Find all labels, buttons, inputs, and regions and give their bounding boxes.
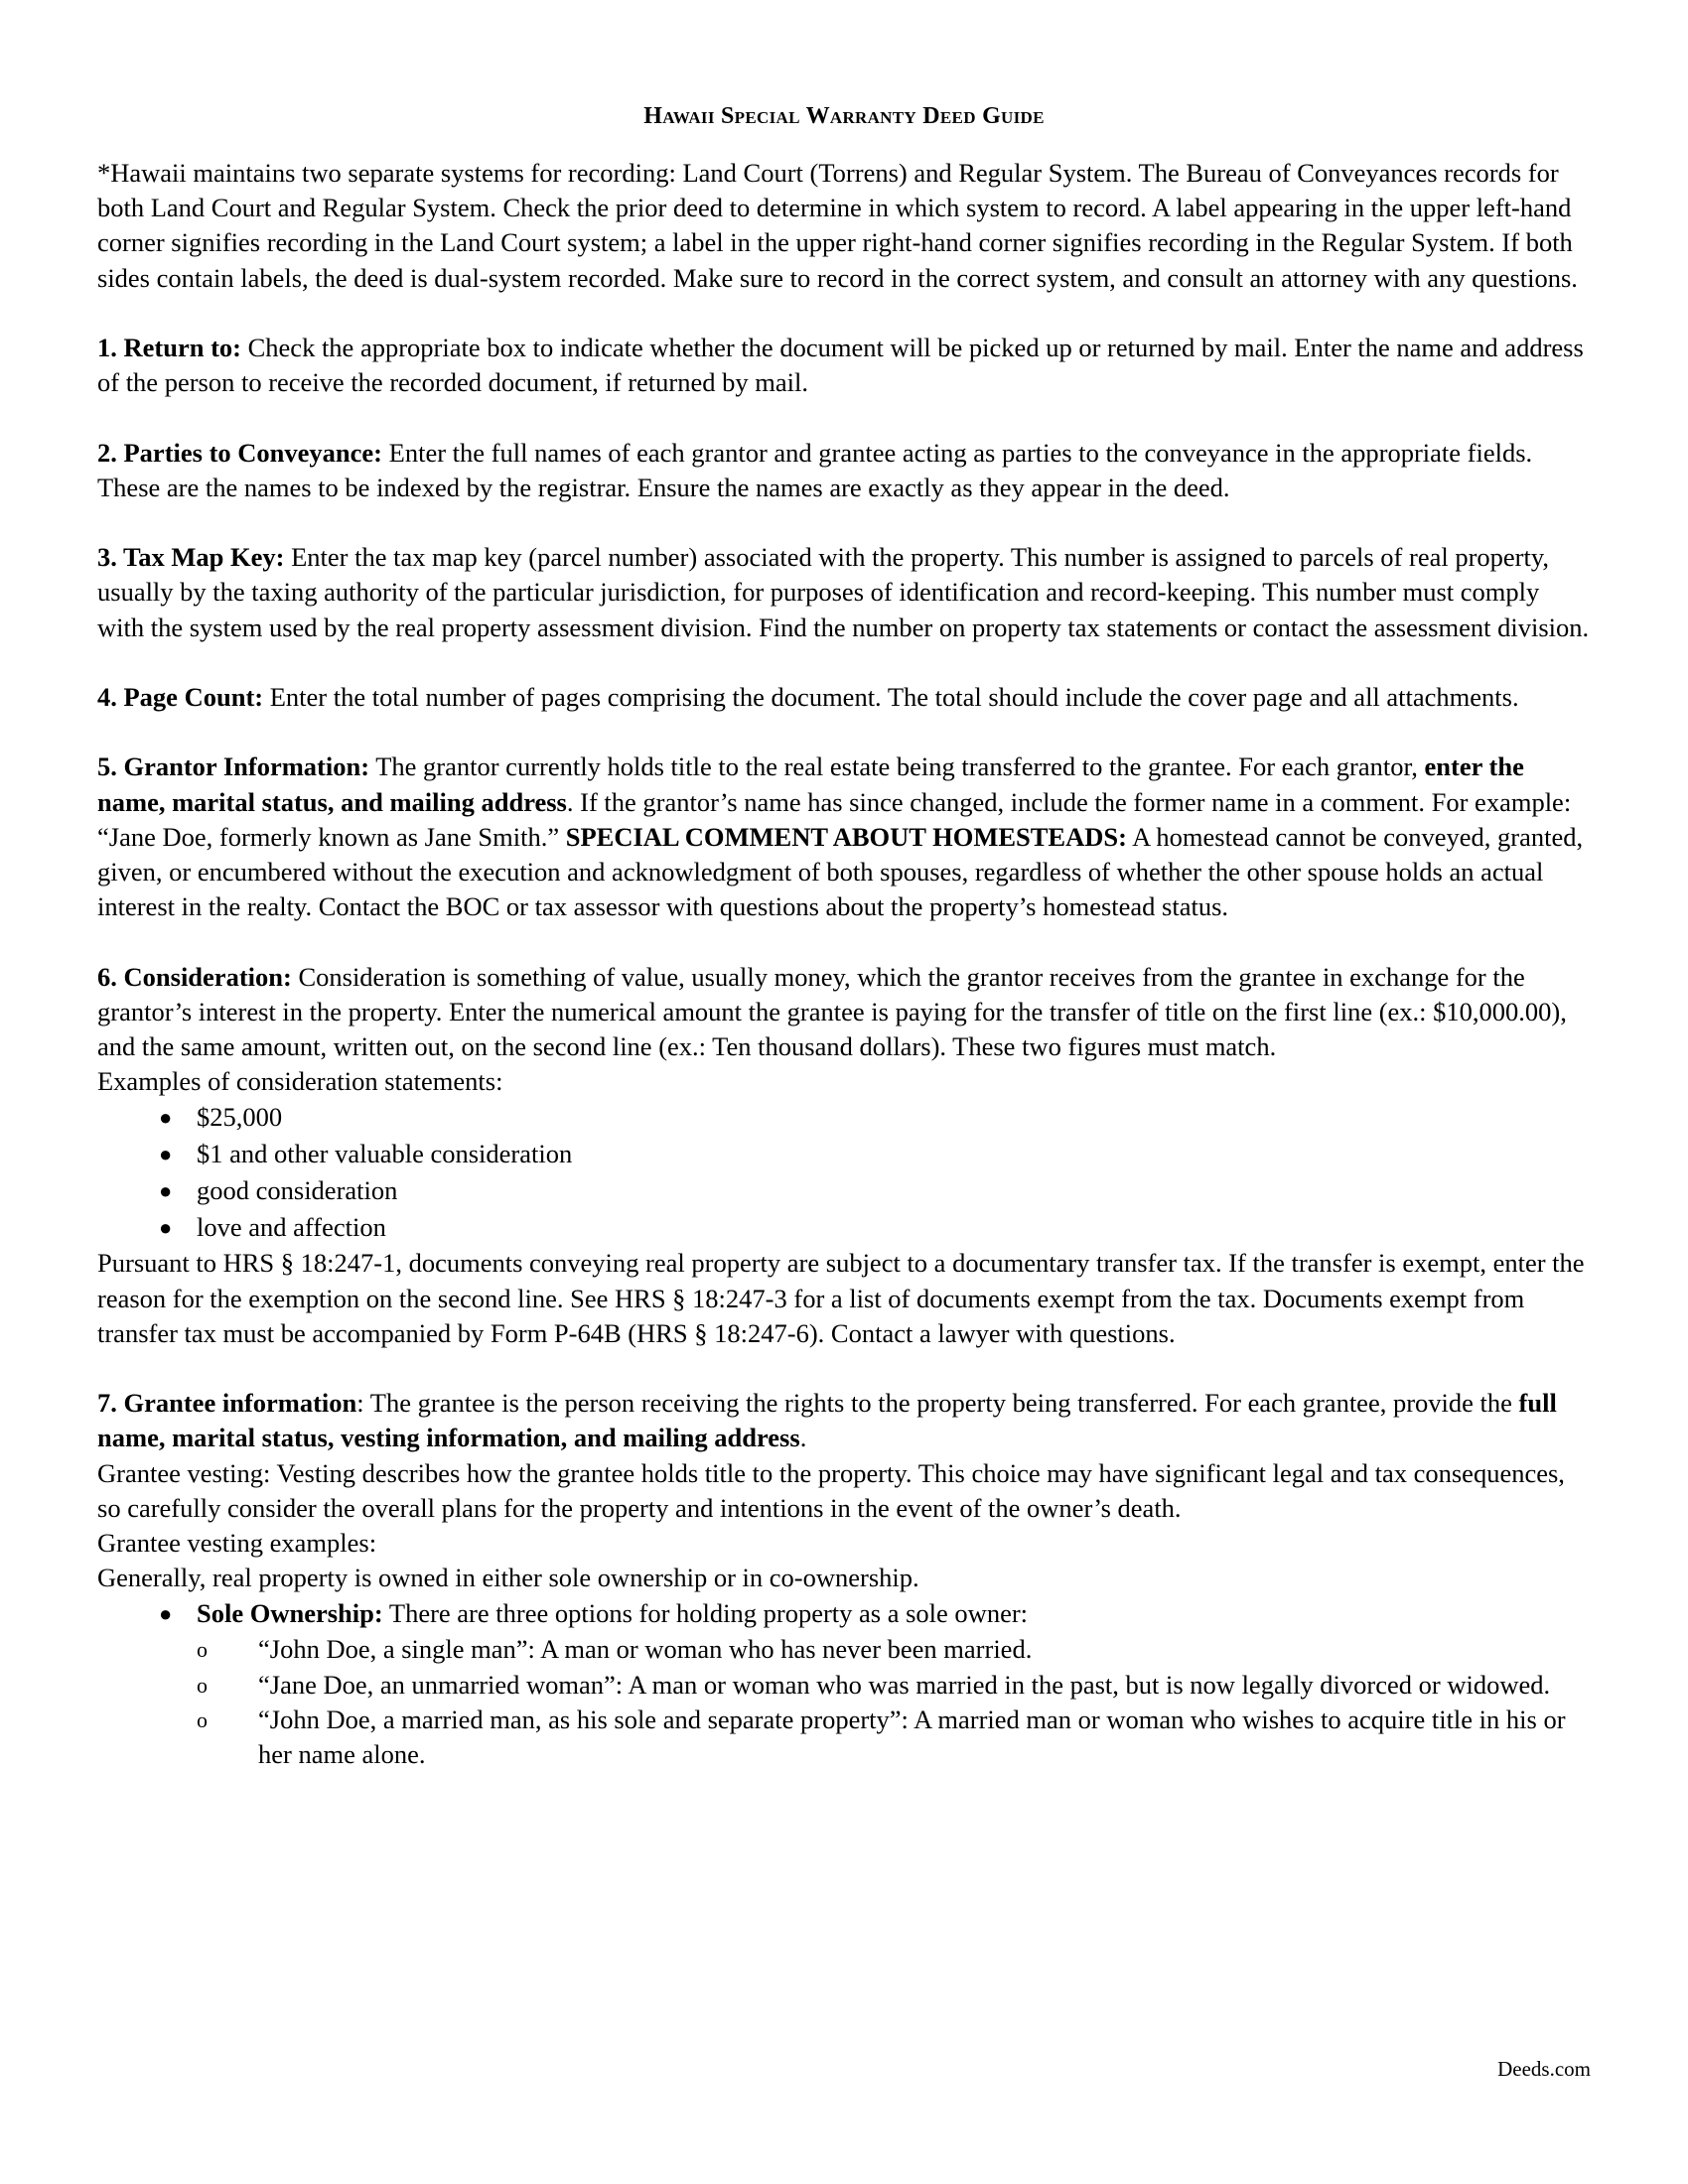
document-page: [97, 99, 1591, 1772]
ownership-paragraph: Generally, real property is owned in either sole ownership or in co-ownership.: [97, 1563, 919, 1593]
bullet-icon: ●: [159, 1142, 173, 1167]
bullet-icon: ●: [159, 1215, 173, 1241]
section-heading: 6. Consideration:: [97, 961, 292, 992]
bullet-icon: ●: [159, 1601, 173, 1627]
section-grantor-information: [97, 750, 1591, 924]
section-text: Check the appropriate box to indicate whether the document will be picked up or returned by mail. Enter the name and address of the person to receive the recorded document, if returned by mail.: [97, 333, 1584, 398]
section-text: Enter the full names of each grantor and grantee acting as parties to the conveyance in the appropriate fields. These are the names to be indexed by the registrar. Ensure the names are exactly as they appear in the deed.: [97, 437, 1533, 502]
homestead-comment-label: SPECIAL COMMENT ABOUT HOMESTEADS:: [565, 821, 1127, 852]
circle-bullet-icon: o: [197, 1637, 208, 1663]
section-emphasis: enter the name, marital status, and mailing address: [97, 751, 1524, 817]
list-item: ● $25,000: [159, 1099, 1591, 1136]
consideration-examples-label: Examples of consideration statements:: [97, 1066, 503, 1097]
transfer-tax-paragraph: Pursuant to HRS § 18:247-1, documents conveying real property are subject to a documentary transfer tax. If the transfer is exempt, enter the reason for the exemption on the second line. See HRS § 18:247-3 for a list of documents exempt from the tax. Documents exempt from transfer tax must be accompanied by Form P-64B (HRS § 18:247-6). Contact a lawyer with questions.: [97, 1248, 1585, 1348]
section-text: Enter the total number of pages comprising the document. The total should include the cover page and all attachments.: [263, 681, 1519, 712]
section-text: Enter the tax map key (parcel number) associated with the property. This number is assigned to parcels of real property, usually by the taxing authority of the particular jurisdiction, for purposes of identification and record-keeping. This number must comply with the system used by the real property assessment division. Find the number on property tax statements or contact the assessment division.: [97, 542, 1590, 642]
page-title: Hawaii Special Warranty Deed Guide: [643, 103, 1045, 129]
section-text: . If the grantor’s name has since changed, include the former name in a comment. For example: “Jane Doe, formerly known as Jane Smith.”: [97, 786, 1572, 852]
section-emphasis: full name, marital status, vesting information, and mailing address: [97, 1388, 1557, 1453]
section-tax-map-key: [97, 540, 1591, 645]
list-item: ● $1 and other valuable consideration: [159, 1136, 1591, 1172]
grantee-vesting-examples-label: Grantee vesting examples:: [97, 1528, 377, 1558]
section-text: .: [799, 1423, 807, 1453]
list-item: o “John Doe, a married man, as his sole and separate property”: A married man or woman who wishes to acquire title in his or her name alone.: [197, 1704, 1566, 1770]
section-heading: 5. Grantor Information:: [97, 751, 370, 782]
list-item: ● love and affection: [159, 1209, 1591, 1246]
grantee-vesting-paragraph: Grantee vesting: Vesting describes how the grantee holds title to the property. This choice may have significant legal and tax consequences, so carefully consider the overall plans for the property and intentions in the event of the owner’s death.: [97, 1457, 1565, 1523]
section-text: Consideration is something of value, usually money, which the grantor receives from the grantee in exchange for the grantor’s interest in the property. Enter the numerical amount the grantee is paying for the transfer of title on the first line (ex.: $10,000.00), and the same amount, written out, on the second line (ex.: Ten thousand dollars). These two figures must match.: [97, 961, 1567, 1061]
section-page-count: [97, 680, 1591, 715]
section-text: A homestead cannot be conveyed, granted, given, or encumbered without the execution and acknowledgment of both spouses, regardless of whether the other spouse holds an actual interest in the realty. Contact the BOC or tax assessor with questions about the property’s homestead status.: [97, 821, 1584, 922]
list-item: ● Sole Ownership: There are three options for holding property as a sole owner:: [159, 1595, 1591, 1632]
intro-paragraph: *Hawaii maintains two separate systems for recording: Land Court (Torrens) and Regular System. The Bureau of Conveyances records for both Land Court and Regular System. Check the prior deed to determine in which system to record. A label appearing in the upper left-hand corner signifies recording in the Land Court system; a label in the upper right-hand corner signifies recording in the Regular System. If both sides contain labels, the deed is dual-system recorded. Make sure to record in the correct system, and consult an attorney with any questions.: [97, 158, 1578, 293]
section-text: : The grantee is the person receiving the rights to the property being transferred. For each grantee, provide the: [356, 1388, 1519, 1419]
section-parties: [97, 436, 1591, 505]
bullet-icon: ●: [159, 1178, 173, 1204]
sole-ownership-heading: Sole Ownership:: [197, 1598, 383, 1629]
section-heading: 1. Return to:: [97, 333, 241, 362]
list-item: o “John Doe, a single man”: A man or woman who has never been married.: [197, 1632, 1591, 1667]
section-heading: 3. Tax Map Key:: [97, 542, 285, 573]
section-return-to: [97, 331, 1591, 400]
section-consideration: [97, 960, 1591, 1065]
circle-bullet-icon: o: [197, 1706, 208, 1732]
bullet-icon: ●: [159, 1105, 173, 1131]
section-grantee-information: [97, 1386, 1591, 1455]
footer-brand: Deeds.com: [1497, 2057, 1591, 2081]
section-heading: 2. Parties to Conveyance:: [97, 437, 383, 468]
section-text: The grantor currently holds title to the real estate being transferred to the grantee. For each grantor,: [369, 751, 1425, 782]
consideration-examples-list: [97, 1099, 1591, 1246]
list-item: o “Jane Doe, an unmarried woman”: A man or woman who was married in the past, but is now legally divorced or widowed.: [197, 1668, 1591, 1703]
list-item: ● good consideration: [159, 1172, 1591, 1209]
ownership-list: [97, 1595, 1591, 1632]
section-heading: 4. Page Count:: [97, 681, 264, 712]
circle-bullet-icon: o: [197, 1672, 208, 1698]
section-heading: 7. Grantee information: [97, 1388, 357, 1419]
sole-ownership-options: [97, 1632, 1591, 1772]
